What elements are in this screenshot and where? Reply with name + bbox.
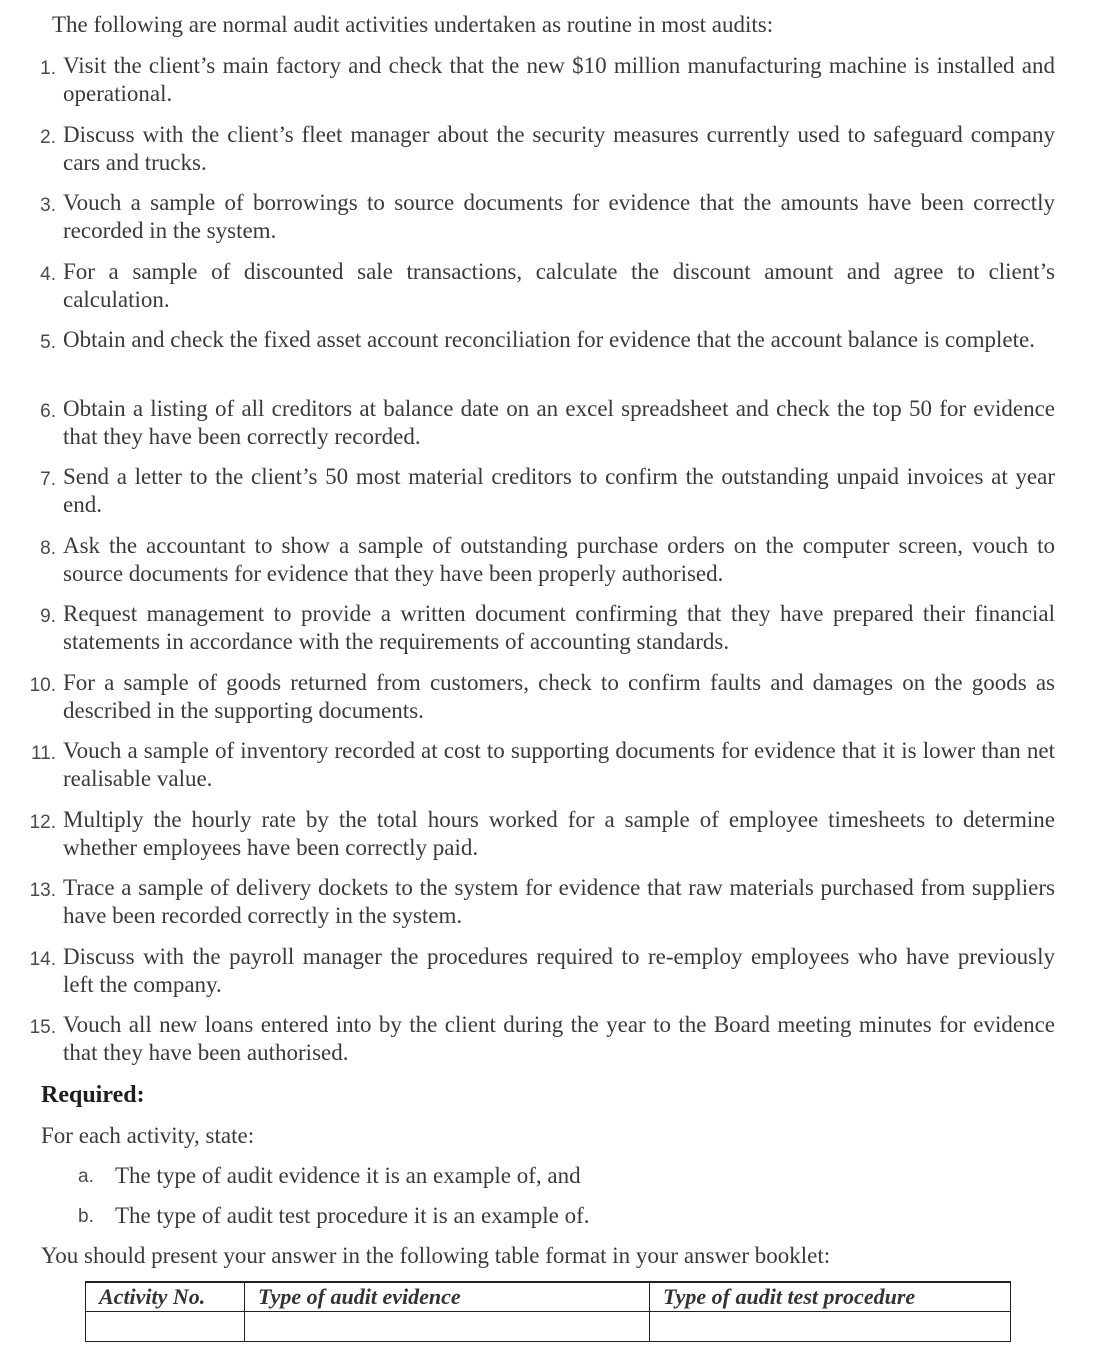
activity-text: Vouch a sample of inventory recorded at cost to supporting documents for evidence that it is lower than net realisable value. [63,738,1055,791]
activity-number: 10. [29,674,56,696]
presentation-instruction: You should present your answer in the following table format in your answer booklet: [41,1243,831,1268]
requirement-letter: a. [78,1166,94,1187]
requirement-item-b [0,1201,1096,1231]
list-item [0,600,1096,669]
activity-number: 4. [40,263,56,285]
list-item [0,121,1096,190]
activity-text: Vouch a sample of borrowings to source documents for evidence that the amounts have been correctly recorded in the system. [63,190,1055,243]
requirement-letter: b. [78,1206,94,1227]
list-item [0,1011,1096,1080]
header-activity-no: Activity No. [86,1282,245,1312]
activity-text: Vouch all new loans entered into by the client during the year to the Board meeting minutes for evidence that they have been authorised. [63,1012,1055,1065]
requirement-text: The type of audit evidence it is an example of, and [115,1163,581,1188]
activity-number: 13. [29,880,56,901]
activity-text: Multiply the hourly rate by the total hours worked for a sample of employee timesheets to determine whether employees have been correctly paid. [63,806,1055,860]
list-item [0,258,1096,327]
activity-text: Discuss with the payroll manager the procedures required to re-employ employees who have previously left the company. [63,943,1055,997]
answer-table [85,1281,1011,1342]
activity-text: Discuss with the client’s fleet manager about the security measures currently used to safeguard company cars and trucks. [63,121,1055,175]
empty-cell [650,1312,1011,1342]
activity-text: Request management to provide a written document confirming that they have prepared their financial statements in accordance with the requirements of accounting standards. [63,601,1055,654]
header-audit-test-procedure: Type of audit test procedure [650,1282,1011,1312]
list-item [0,532,1096,601]
intro-text: The following are normal audit activities undertaken as routine in most audits: [52,12,774,37]
activity-number: 8. [40,537,56,559]
requirement-text: The type of audit test procedure it is an example of. [115,1203,590,1228]
empty-cell [245,1312,650,1342]
list-item [0,669,1096,738]
instruction-text: For each activity, state: [41,1123,255,1148]
activity-text: For a sample of discounted sale transactions, calculate the discount amount and agree to client’s calculation. [63,258,1055,312]
requirement-item-a [0,1161,1096,1191]
activity-number: 7. [40,469,56,490]
activity-number: 11. [30,743,56,764]
activity-number: 1. [40,58,56,79]
activity-number: 9. [40,606,56,627]
activity-text: For a sample of goods returned from customers, check to confirm faults and damages on the goods as described in the supporting documents. [63,669,1055,723]
list-item [0,874,1096,943]
activity-number: 2. [40,126,56,148]
table-empty-row [86,1312,1011,1342]
list-item [0,737,1096,806]
activity-text: Obtain and check the fixed asset account reconciliation for evidence that the account balance is complete. [63,327,1035,352]
empty-cell [86,1312,245,1342]
activity-number: 15. [29,1017,56,1038]
activity-number: 14. [29,948,56,970]
activity-text: Trace a sample of delivery dockets to the system for evidence that raw materials purchased from suppliers have been recorded correctly in the system. [63,875,1055,928]
list-item [0,52,1096,121]
table-header-row [86,1282,1011,1312]
required-heading: Required: [41,1082,145,1108]
activity-number: 12. [29,811,56,833]
list-item [0,189,1096,258]
list-item [0,463,1096,532]
list-item [0,326,1096,395]
header-audit-evidence: Type of audit evidence [245,1282,650,1312]
list-item [0,943,1096,1012]
activity-number: 5. [40,332,56,353]
activity-number: 6. [40,400,56,422]
list-item [0,806,1096,875]
activity-list [0,52,1096,1080]
activity-number: 3. [40,195,56,216]
activity-text: Send a letter to the client’s 50 most material creditors to confirm the outstanding unpaid invoices at year end. [63,464,1055,517]
activity-text: Ask the accountant to show a sample of outstanding purchase orders on the computer screen, vouch to source documents for evidence that they have been properly authorised. [63,532,1055,586]
list-item [0,395,1096,464]
activity-text: Obtain a listing of all creditors at balance date on an excel spreadsheet and check the top 50 for evidence that they have been correctly recorded. [63,395,1055,449]
activity-text: Visit the client’s main factory and check that the new $10 million manufacturing machine is installed and operational. [63,53,1055,106]
